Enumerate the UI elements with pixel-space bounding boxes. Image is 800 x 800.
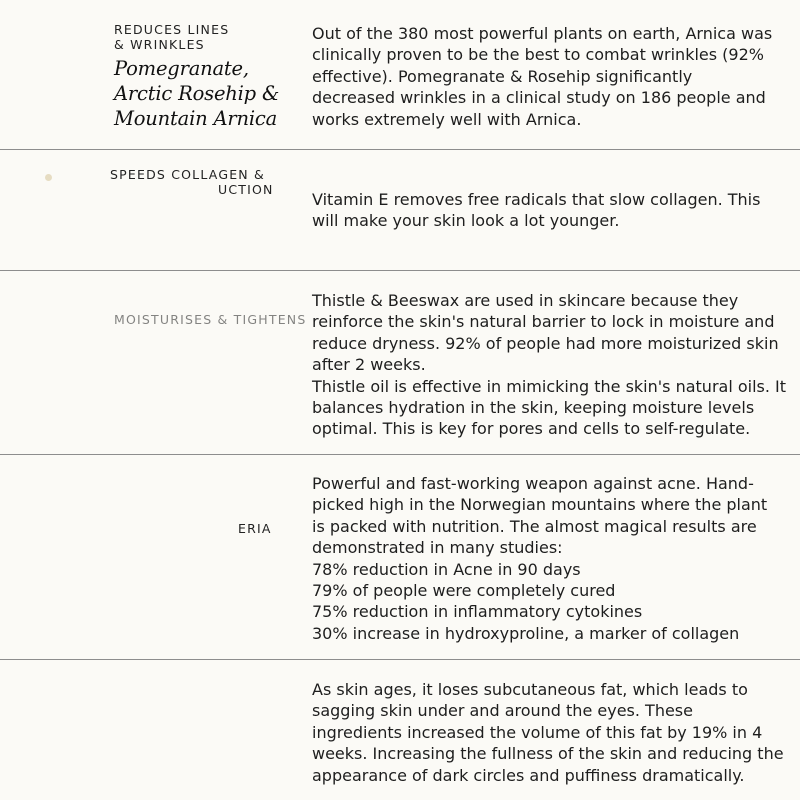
benefit-description: Vitamin E removes free radicals that slow collagen. This will make your skin look a lot younger. (312, 190, 761, 231)
benefit-block-wrinkles (114, 22, 294, 131)
row-divider (0, 270, 800, 271)
benefit-block-moisture (114, 312, 307, 327)
row-divider (0, 659, 800, 660)
benefit-description: Thistle & Beeswax are used in skincare because they reinforce the skin's natural barrier to lock in moisture and reduce dryness. 92% of people had more moisturized skin after 2 weeks. Thistle oil is effective in mimicking the skin's natural oils. It balances hydration in the skin, keeping moisture levels optimal. This is key for pores and cells to self-regulate. (312, 291, 787, 439)
benefit-block-collagen (110, 167, 290, 197)
row-divider (0, 454, 800, 455)
benefit-description: Powerful and fast-working weapon against acne. Hand- picked high in the Norwegian mountains where the plant is packed with nutrition. The almost magical results are demonstrated in many studies: 78% reduction in Acne in 90 days 79% of people were completely cured 75% reduction in inflammatory cytokines 30% increase in hydroxyproline, a marker of collagen (312, 474, 768, 643)
benefit-label: SPEEDS COLLAGEN & UCTION (110, 167, 274, 197)
ingredient-name: Pomegranate, Arctic Rosehip & Mountain Arnica (114, 57, 280, 130)
decorative-dot (45, 174, 52, 181)
benefit-description: As skin ages, it loses subcutaneous fat, which leads to sagging skin under and around the eyes. These ingredients increased the volume of this fat by 19% in 4 weeks. Increasing the fullness of the skin and reducing the appearance of dark circles and puffiness dramatically. (312, 680, 784, 785)
benefit-label: ERIA (238, 521, 272, 536)
row-divider (0, 149, 800, 150)
benefit-label: MOISTURISES & TIGHTENS (114, 312, 307, 327)
benefit-label: REDUCES LINES & WRINKLES (114, 22, 230, 52)
benefit-description: Out of the 380 most powerful plants on earth, Arnica was clinically proven to be the best to combat wrinkles (92% effective). Pomegranate & Rosehip significantly decreased wrinkles in a clinical study on 186 people and works extremely well with Arnica. (312, 24, 773, 129)
